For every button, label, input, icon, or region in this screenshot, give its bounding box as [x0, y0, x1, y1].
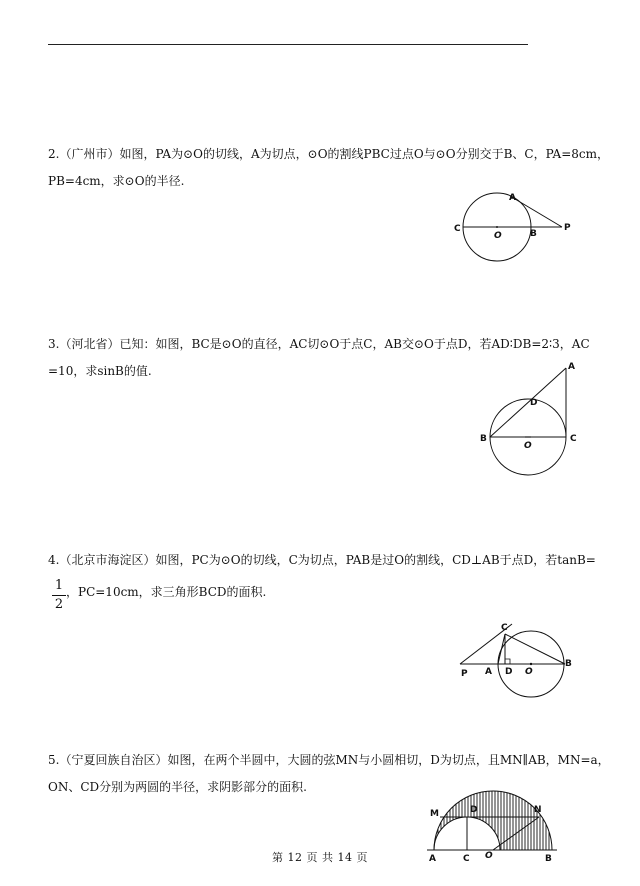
fraction-one-half: [52, 578, 66, 613]
problem-4-figure: [455, 618, 585, 684]
problem-5-line-1: 5.（宁夏回族自治区）如图，在两个半圆中，大圆的弦MN与小圆相切，D为切点，且MN∥AB，MN=a，: [48, 753, 610, 767]
fraction-bar: [52, 595, 66, 596]
label-c: C: [501, 623, 508, 633]
line-cb: [505, 634, 565, 664]
label-b: B: [480, 434, 487, 444]
problem-3-figure: [478, 357, 588, 487]
label-o: O: [494, 231, 502, 241]
label-c: C: [454, 224, 461, 234]
label-d: D: [530, 398, 538, 408]
fraction-numerator: 1: [54, 578, 64, 593]
problem-2-figure: [450, 186, 580, 266]
label-o: O: [485, 851, 493, 861]
label-p: P: [461, 669, 468, 679]
tangent-pa: [510, 196, 562, 227]
label-b: B: [545, 854, 552, 864]
label-o: O: [525, 667, 533, 677]
problem-4-line-1: 4.（北京市海淀区）如图，PC为⊙O的切线，C为切点，PAB是过O的割线，CD⊥AB于点D，若tanB=: [48, 553, 596, 567]
label-o: O: [524, 441, 532, 451]
label-a: A: [429, 854, 436, 864]
label-m: M: [430, 809, 439, 819]
problem-2-line-1: 2.（广州市）如图，PA为⊙O的切线，A为切点，⊙O的割线PBC过点O与⊙O分别交于B、C，PA=8cm，: [48, 147, 609, 161]
label-a: A: [568, 362, 575, 372]
page-footer: 第 12 页 共 14 页: [272, 851, 368, 864]
center-point: [496, 226, 498, 228]
fraction-denominator: 2: [54, 597, 64, 612]
label-c: C: [570, 434, 577, 444]
problem-4-text: [48, 547, 596, 574]
center-point: [530, 663, 532, 665]
label-a: A: [509, 193, 516, 203]
problem-5-line-2: ON、CD分别为两圆的半径，求阴影部分的面积.: [48, 780, 307, 794]
label-p: P: [564, 223, 571, 233]
problem-2-line-2: PB=4cm，求⊙O的半径.: [48, 174, 185, 188]
label-d: D: [470, 805, 478, 815]
problem-3-line-2: =10，求sinB的值.: [48, 364, 152, 378]
label-n: N: [534, 805, 542, 815]
label-d: D: [505, 667, 513, 677]
label-b: B: [530, 229, 537, 239]
header-rule: [48, 44, 528, 45]
problem-4-line-2: ，PC=10cm，求三角形BCD的面积.: [66, 585, 267, 599]
label-a: A: [485, 667, 492, 677]
label-c: C: [463, 854, 470, 864]
right-angle-mark: [505, 659, 510, 664]
line-ab: [490, 368, 566, 437]
label-b: B: [565, 659, 572, 669]
problem-3-line-1: 3.（河北省）已知：如图，BC是⊙O的直径，AC切⊙O于点C，AB交⊙O于点D，若AD∶DB=2∶3，AC: [48, 337, 590, 351]
line-ca: [498, 634, 505, 664]
